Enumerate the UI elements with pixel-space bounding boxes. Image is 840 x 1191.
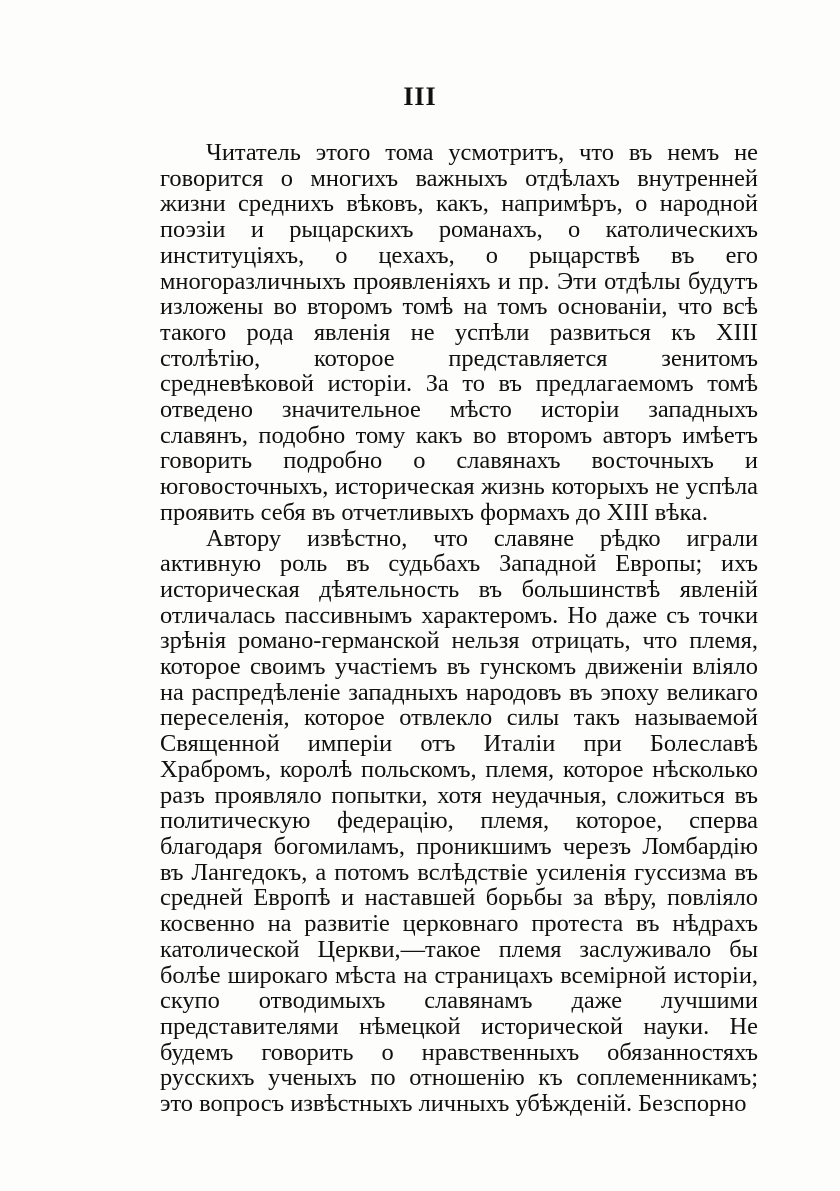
paragraph-2: Автору извѣстно, что славяне рѣдко играли активную роль въ судьбахъ Западной Европы; ихъ историческая дѣятельность въ большинствѣ явленій отличалась пассивнымъ характеромъ. Но даже съ точки зрѣнія романо-германской нельзя отрицать, что племя, которое своимъ участіемъ въ гунскомъ движеніи вліяло на распредѣленіе западныхъ народовъ въ эпоху великаго переселенія, которое отвлекло силы такъ называемой Священной имперіи отъ Италіи при Болеславѣ Храбромъ, королѣ польскомъ, племя, которое нѣсколько разъ проявляло попытки, хотя неудачныя, сложиться въ политическую федерацію, племя, которое, сперва благодаря богомиламъ, проникшимъ черезъ Ломбардію въ Лангедокъ, а потомъ вслѣдствіе усиленія гуссизма въ средней Европѣ и наставшей борьбы за вѣру, повліяло косвенно на развитіе церковнаго протеста въ нѣдрахъ католической Церкви,—такое племя заслуживало бы болѣе широкаго мѣста на страницахъ всемірной исторіи, скупо отводимыхъ славянамъ даже лучшими представителями нѣмецкой исторической науки. Не будемъ говорить о нравственныхъ обязанностяхъ русскихъ ученыхъ по отношенію къ соплеменникамъ; это вопросъ извѣстныхъ личныхъ убѣжденій. Безспорно (160, 524, 758, 1118)
page-body (160, 140, 758, 1117)
page-number: III (403, 82, 437, 111)
paragraph-1: Читатель этого тома усмотритъ, что въ немъ не говорится о многихъ важныхъ отдѣлахъ внутренней жизни среднихъ вѣковъ, какъ, напримѣръ, о народной поэзіи и рыцарскихъ романахъ, о католическихъ институціяхъ, о цехахъ, о рыцарствѣ въ его многоразличныхъ проявленіяхъ и пр. Эти отдѣлы будутъ изложены во второмъ томѣ на томъ основаніи, что всѣ такого рода явленія не успѣли развиться къ XIII столѣтію, которое представляется зенитомъ средневѣковой исторіи. За то въ предлагаемомъ томѣ отведено значительное мѣсто исторіи западныхъ славянъ, подобно тому какъ во второмъ авторъ имѣетъ говорить подробно о славянахъ восточныхъ и юговосточныхъ, историческая жизнь которыхъ не успѣла проявить себя въ отчетливыхъ формахъ до XIII вѣка. (160, 139, 758, 526)
